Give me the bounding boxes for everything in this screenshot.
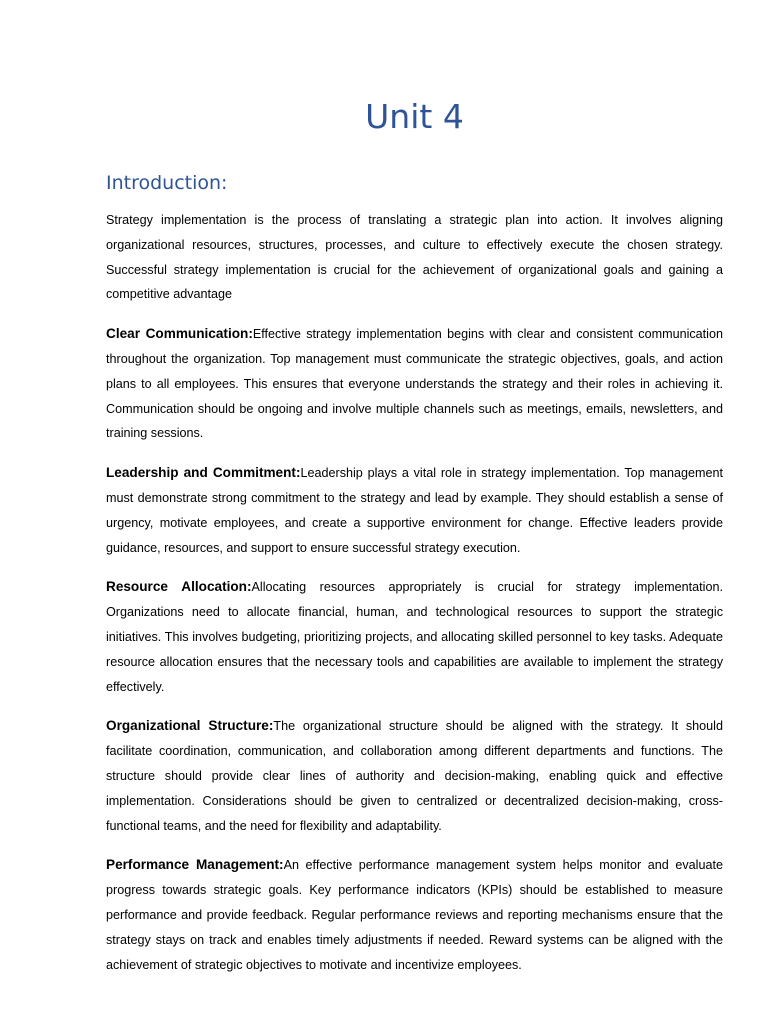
section-clear-communication <box>106 322 723 446</box>
section-organizational-structure <box>106 714 723 838</box>
page-title: Unit 4 <box>365 97 464 136</box>
section-text: The organizational structure should be aligned with the strategy. It should facilitate coordination, communication, and collaboration among different departments and functions. The structure should provide clear lines of authority and decision-making, enabling quick and effective implementation. Considerations should be given to centralized or decentralized decision-making, cross-functional teams, and the need for flexibility and adaptability. <box>106 719 723 833</box>
intro-paragraph: Strategy implementation is the process of translating a strategic plan into action. It involves aligning organizational resources, structures, processes, and culture to effectively execute the chosen strategy. Successful strategy implementation is crucial for the achievement of organizational goals and gaining a competitive advantage <box>106 213 723 302</box>
section-leadership-commitment <box>106 461 723 560</box>
document-body <box>106 208 723 992</box>
section-text: Effective strategy implementation begins with clear and consistent communication throughout the organization. Top management must communicate the strategic objectives, goals, and action plans to all employees. This ensures that everyone understands the strategy and their roles in achieving it. Communication should be ongoing and involve multiple channels such as meetings, emails, newsletters, and training sessions. <box>106 327 723 441</box>
section-heading: Resource Allocation: <box>106 579 252 595</box>
section-heading: Clear Communication: <box>106 326 253 342</box>
section-resource-allocation <box>106 575 723 699</box>
section-performance-management <box>106 853 723 977</box>
section-text: An effective performance management system helps monitor and evaluate progress towards strategic goals. Key performance indicators (KPIs) should be established to measure performance and provide feedback. Regular performance reviews and reporting mechanisms ensure that the strategy stays on track and enables timely adjustments if needed. Reward systems can be aligned with the achievement of strategic objectives to motivate and incentivize employees. <box>106 858 723 972</box>
section-heading: Organizational Structure: <box>106 718 274 734</box>
section-text: Leadership plays a vital role in strategy implementation. Top management must demonstrate strong commitment to the strategy and lead by example. They should establish a sense of urgency, motivate employees, and create a supportive environment for change. Effective leaders provide guidance, resources, and support to ensure successful strategy execution. <box>106 466 723 555</box>
section-heading: Performance Management: <box>106 857 284 873</box>
intro-heading: Introduction: <box>106 172 228 194</box>
section-heading: Leadership and Commitment: <box>106 465 301 481</box>
section-text: Allocating resources appropriately is crucial for strategy implementation. Organizations need to allocate financial, human, and technological resources to support the strategic initiatives. This involves budgeting, prioritizing projects, and allocating skilled personnel to key tasks. Adequate resource allocation ensures that the necessary tools and capabilities are available to implement the strategy effectively. <box>106 580 723 694</box>
